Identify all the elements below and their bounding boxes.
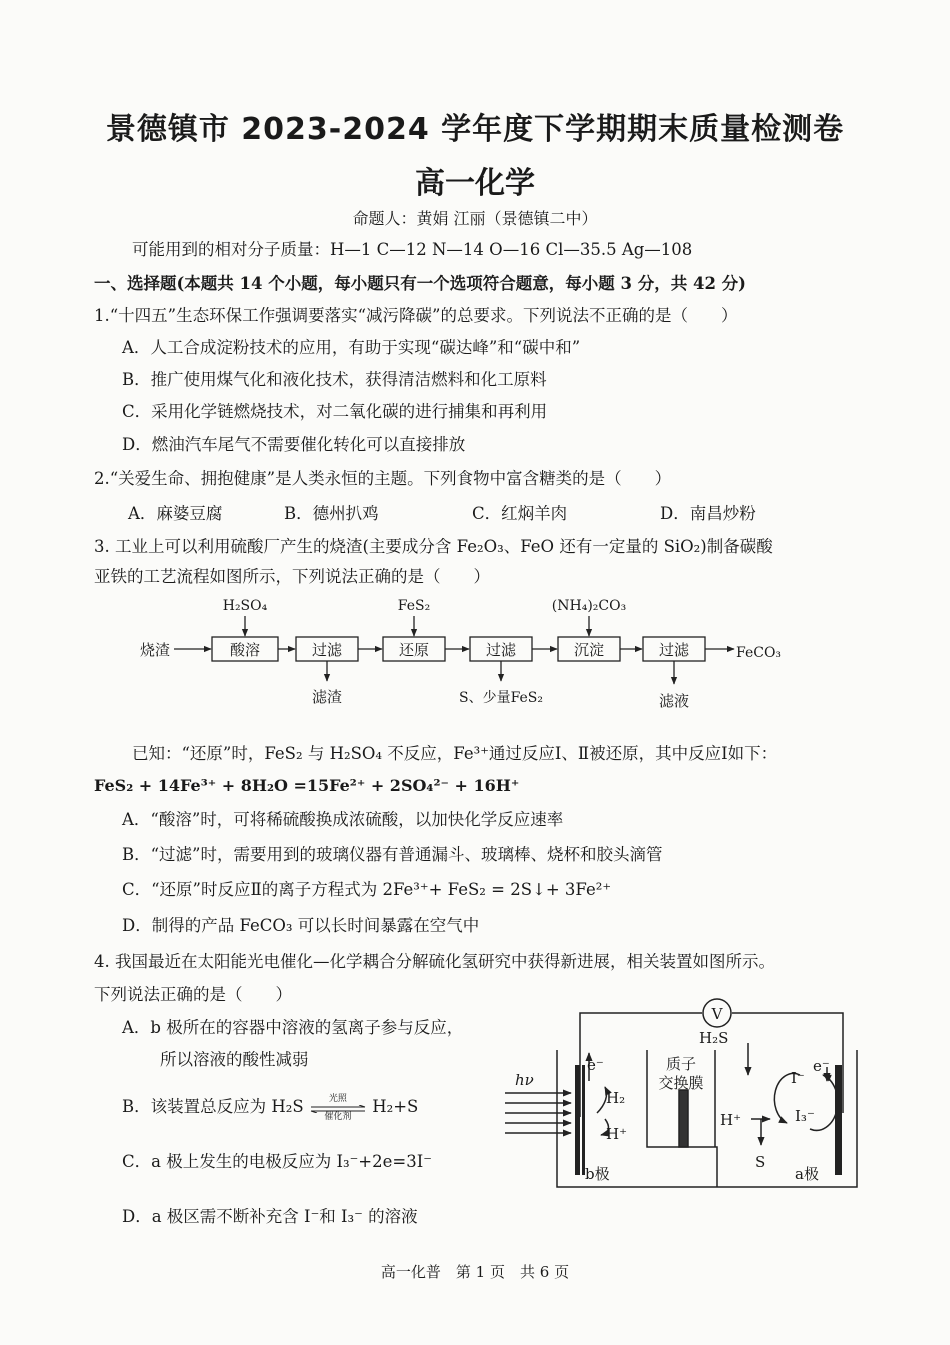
q3-option-d: D．制得的产品 FeCO₃ 可以长时间暴露在空气中	[122, 916, 480, 935]
q4-option-b-suffix: H₂+S	[372, 1097, 419, 1116]
flow-output-2: S、少量FeS₂	[458, 690, 544, 706]
flow-end: FeCO₃	[736, 645, 782, 661]
q2-option-b: B．德州扒鸡	[284, 504, 379, 523]
exam-title: 景德镇市 2023-2024 学年度下学期期末质量检测卷	[105, 112, 845, 147]
q3-equation: FeS₂ + 14Fe³⁺ + 8H₂O =15Fe²⁺ + 2SO₄²⁻ + 16H⁺	[94, 776, 520, 795]
q2-option-a: A．麻婆豆腐	[128, 504, 223, 523]
membrane-label-1: 质子	[665, 1055, 697, 1073]
q3-flow-diagram	[130, 592, 810, 717]
hplus-left-label: H⁺	[606, 1125, 627, 1143]
flow-input-2: FeS₂	[397, 598, 431, 614]
q4-option-b	[122, 1093, 419, 1122]
section-heading: 一、选择题(本题共 14 个小题，每小题只有一个选项符合题意，每小题 3 分，共 42 分)	[94, 274, 746, 293]
q3-option-a: A．“酸溶”时，可将稀硫酸换成浓硫酸，以加快化学反应速率	[122, 810, 564, 829]
iminus-label: I⁻	[791, 1069, 805, 1087]
flow-box-6: 过滤	[658, 641, 690, 659]
q4-option-a-line1: A．b 极所在的容器中溶液的氢离子参与反应，	[122, 1018, 464, 1037]
q2-option-d: D．南昌炒粉	[660, 504, 756, 523]
flow-input-1: H₂SO₄	[222, 598, 268, 614]
flow-box-5: 沉淀	[573, 641, 605, 659]
b-pole-label: b极	[585, 1165, 610, 1183]
q2-stem: 2.“关爱生命、拥抱健康”是人类永恒的主题。下列食物中富含糖类的是（ ）	[94, 469, 672, 488]
q4-option-d: D．a 极区需不断补充含 I⁻和 I₃⁻ 的溶液	[122, 1207, 418, 1226]
q3-known: 已知：“还原”时，FeS₂ 与 H₂SO₄ 不反应，Fe³⁺通过反应Ⅰ、Ⅱ被还原，其中反应Ⅰ如下：	[132, 744, 778, 763]
q1-stem: 1.“十四五”生态环保工作强调要落实“减污降碳”的总要求。下列说法不正确的是（ ）	[94, 306, 738, 325]
q4-stem-line2: 下列说法正确的是（ ）	[94, 985, 292, 1004]
exam-authors: 命题人：黄娟 江丽（景德镇二中）	[352, 209, 598, 228]
flow-output-3: 滤液	[658, 692, 690, 710]
membrane-label-2: 交换膜	[658, 1074, 704, 1092]
i3-label: I₃⁻	[795, 1107, 815, 1125]
q2-option-c: C．红焖羊肉	[472, 504, 568, 523]
q1-option-b: B．推广使用煤气化和液化技术，获得清洁燃料和化工原料	[122, 370, 547, 389]
flow-start: 烧渣	[140, 641, 171, 659]
s-label: S	[755, 1153, 766, 1171]
q4-electrolysis-diagram	[505, 995, 870, 1195]
light-label: hν	[515, 1071, 534, 1089]
q3-option-c: C．“还原”时反应Ⅱ的离子方程式为 2Fe³⁺+ FeS₂ = 2S↓+ 3Fe²⁺	[122, 880, 612, 899]
q4-option-b-prefix: B．该装置总反应为 H₂S	[122, 1097, 304, 1116]
arrow-condition-top: 光照	[328, 1093, 347, 1104]
q1-option-a: A．人工合成淀粉技术的应用，有助于实现“碳达峰”和“碳中和”	[122, 338, 581, 357]
e-left-label: e⁻	[587, 1056, 604, 1074]
q3-stem-line1: 3. 工业上可以利用硫酸厂产生的烧渣(主要成分含 Fe₂O₃、FeO 还有一定量的 SiO₂)制备碳酸	[94, 537, 773, 556]
q4-option-c: C．a 极上发生的电极反应为 I₃⁻+2e=3I⁻	[122, 1152, 432, 1171]
a-pole-label: a极	[795, 1165, 819, 1183]
exam-subject: 高一化学	[415, 166, 535, 201]
flow-box-1: 酸溶	[229, 641, 261, 659]
flow-box-3: 还原	[398, 641, 430, 659]
h2s-label: H₂S	[699, 1029, 729, 1047]
page-footer: 高一化普 第 1 页 共 6 页	[380, 1263, 570, 1281]
q4-stem-line1: 4. 我国最近在太阳能光电催化—化学耦合分解硫化氢研究中获得新进展，相关装置如图所示。	[94, 952, 775, 971]
atomic-masses: 可能用到的相对分子质量：H—1 C—12 N—14 O—16 Cl—35.5 Ag—108	[132, 240, 693, 259]
equilibrium-arrow	[309, 1093, 367, 1122]
voltmeter-icon: V	[711, 1005, 723, 1023]
flow-box-4: 过滤	[485, 641, 517, 659]
flow-output-1: 滤渣	[311, 688, 343, 706]
arrow-condition-bottom: 催化剂	[324, 1111, 352, 1122]
flow-box-2: 过滤	[311, 641, 343, 659]
e-right-label: e⁻	[813, 1057, 830, 1075]
hplus-right-label: H⁺	[720, 1111, 741, 1129]
q3-stem-line2: 亚铁的工艺流程如图所示，下列说法正确的是（ ）	[94, 567, 490, 586]
q3-option-b: B．“过滤”时，需要用到的玻璃仪器有普通漏斗、玻璃棒、烧杯和胶头滴管	[122, 845, 663, 864]
q1-option-c: C．采用化学链燃烧技术，对二氧化碳的进行捕集和再利用	[122, 402, 548, 421]
flow-input-3: (NH₄)₂CO₃	[551, 598, 627, 614]
q1-option-d: D．燃油汽车尾气不需要催化转化可以直接排放	[122, 435, 466, 454]
h2-label: H₂	[606, 1089, 626, 1107]
q4-option-a-line2: 所以溶液的酸性减弱	[160, 1050, 309, 1069]
